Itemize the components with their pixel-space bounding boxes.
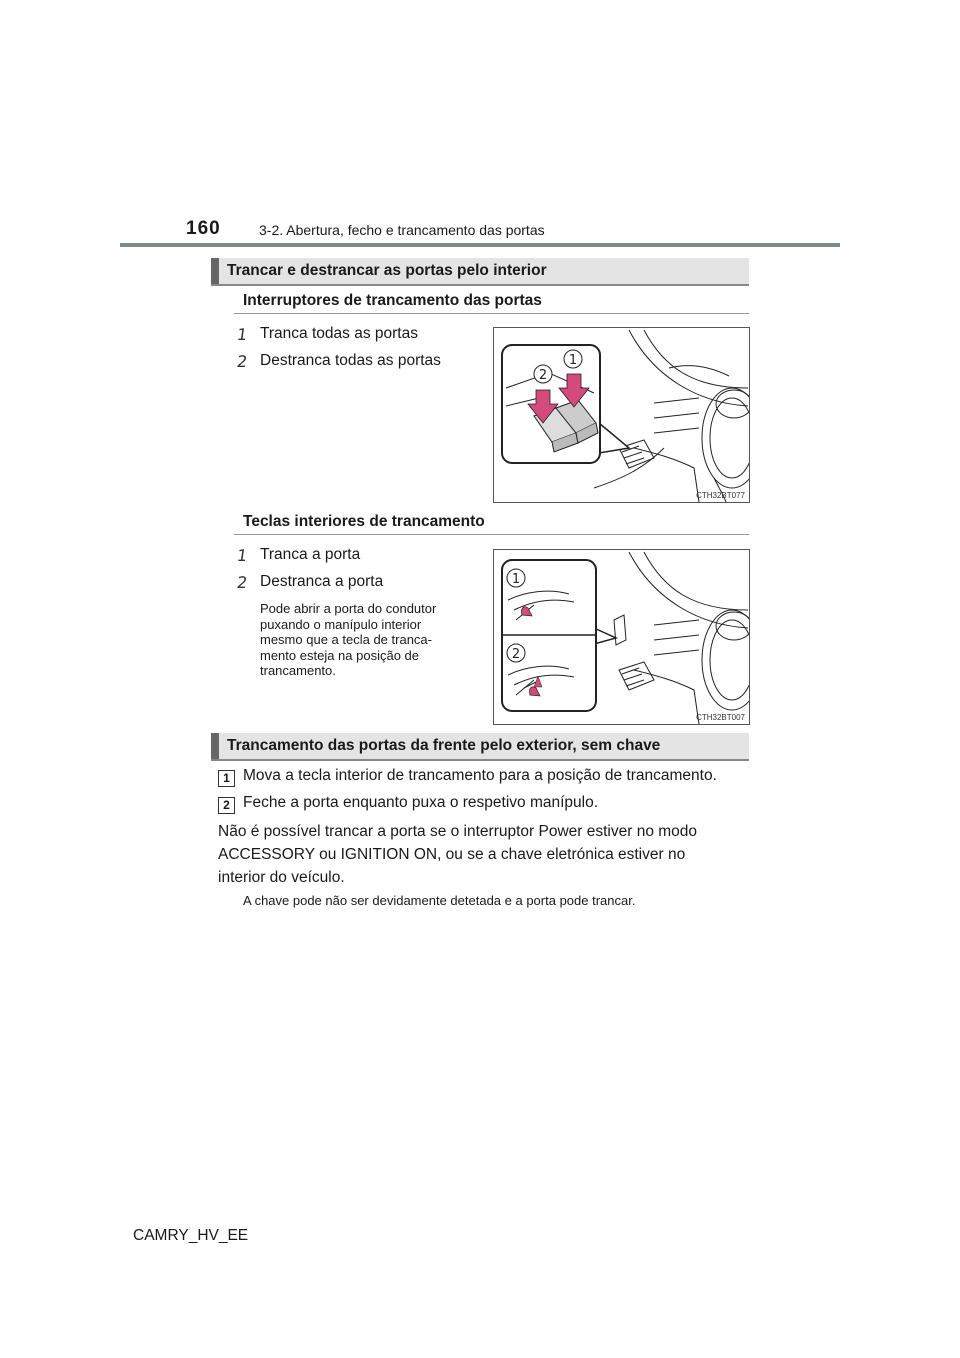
document-code: CAMRY_HV_EE xyxy=(133,1227,249,1244)
buttons-heading-rule xyxy=(234,534,749,535)
note-line: trancamento. xyxy=(260,663,336,678)
callout-number: 2 xyxy=(235,573,249,592)
callout-label: Destranca a porta xyxy=(260,573,384,590)
callout-1-marker: 1 xyxy=(568,353,578,368)
key-detection-note: A chave pode não ser devidamente detetada e a porta pode trancar. xyxy=(243,893,636,908)
inside-lock-button-illustration xyxy=(494,550,749,724)
callout-number: 1 xyxy=(235,325,249,344)
callout-2-marker: 2 xyxy=(511,647,521,662)
paragraph-line: ACCESSORY ou IGNITION ON, ou se a chave eletrónica estiver no xyxy=(218,846,686,863)
switches-heading: Interruptores de trancamento das portas xyxy=(243,292,542,309)
note-line: mento esteja na posição de xyxy=(260,647,419,663)
step-text: Mova a tecla interior de trancamento para a posição de trancamento. xyxy=(243,767,717,784)
switches-heading-rule xyxy=(234,313,749,314)
header-rule xyxy=(120,243,840,247)
section-title-interior xyxy=(211,258,749,284)
note-line: Pode abrir a porta do condutor xyxy=(260,601,437,616)
step-number-box: 2 xyxy=(218,797,235,814)
door-lock-switch-figure xyxy=(493,327,750,503)
callout-number: 2 xyxy=(235,352,249,371)
step-text: Feche a porta enquanto puxa o respetivo manípulo. xyxy=(243,794,599,811)
figure-code: CTH32BT007 xyxy=(696,713,745,722)
restriction-paragraph xyxy=(218,820,749,889)
section-title-exterior xyxy=(211,733,749,759)
note-line: mesmo que a tecla de tranca- xyxy=(260,632,432,647)
paragraph-line: Não é possível trancar a porta se o interruptor Power estiver no modo xyxy=(218,823,698,840)
callout-2-marker: 2 xyxy=(538,368,548,383)
buttons-heading: Teclas interiores de trancamento xyxy=(243,513,485,530)
section-title-interior-text: Trancar e destrancar as portas pelo interior xyxy=(227,262,547,279)
callout-label: Tranca todas as portas xyxy=(260,325,418,342)
buttons-callout-1 xyxy=(235,546,361,566)
switches-callout-1 xyxy=(235,325,418,345)
paragraph-line: interior do veículo. xyxy=(218,869,345,886)
switches-callout-2 xyxy=(235,352,441,372)
page-number: 160 xyxy=(186,218,221,239)
callout-label: Destranca todas as portas xyxy=(260,352,441,369)
chapter-title: 3-2. Abertura, fecho e trancamento das portas xyxy=(259,222,545,238)
step-number-box: 1 xyxy=(218,770,235,787)
callout-1-marker: 1 xyxy=(511,572,521,587)
section-bar-underline xyxy=(211,284,749,286)
section-bar-underline xyxy=(211,759,749,761)
callout-label: Tranca a porta xyxy=(260,546,361,563)
callout-number: 1 xyxy=(235,546,249,565)
driver-door-note xyxy=(260,601,480,679)
figure-code: CTH32BT077 xyxy=(696,491,745,500)
buttons-callout-2 xyxy=(235,573,384,593)
note-line: puxando o manípulo interior xyxy=(260,616,422,632)
section-title-exterior-text: Trancamento das portas da frente pelo exterior, sem chave xyxy=(227,737,661,754)
inside-lock-button-figure xyxy=(493,549,750,725)
door-lock-switch-illustration xyxy=(494,328,749,502)
